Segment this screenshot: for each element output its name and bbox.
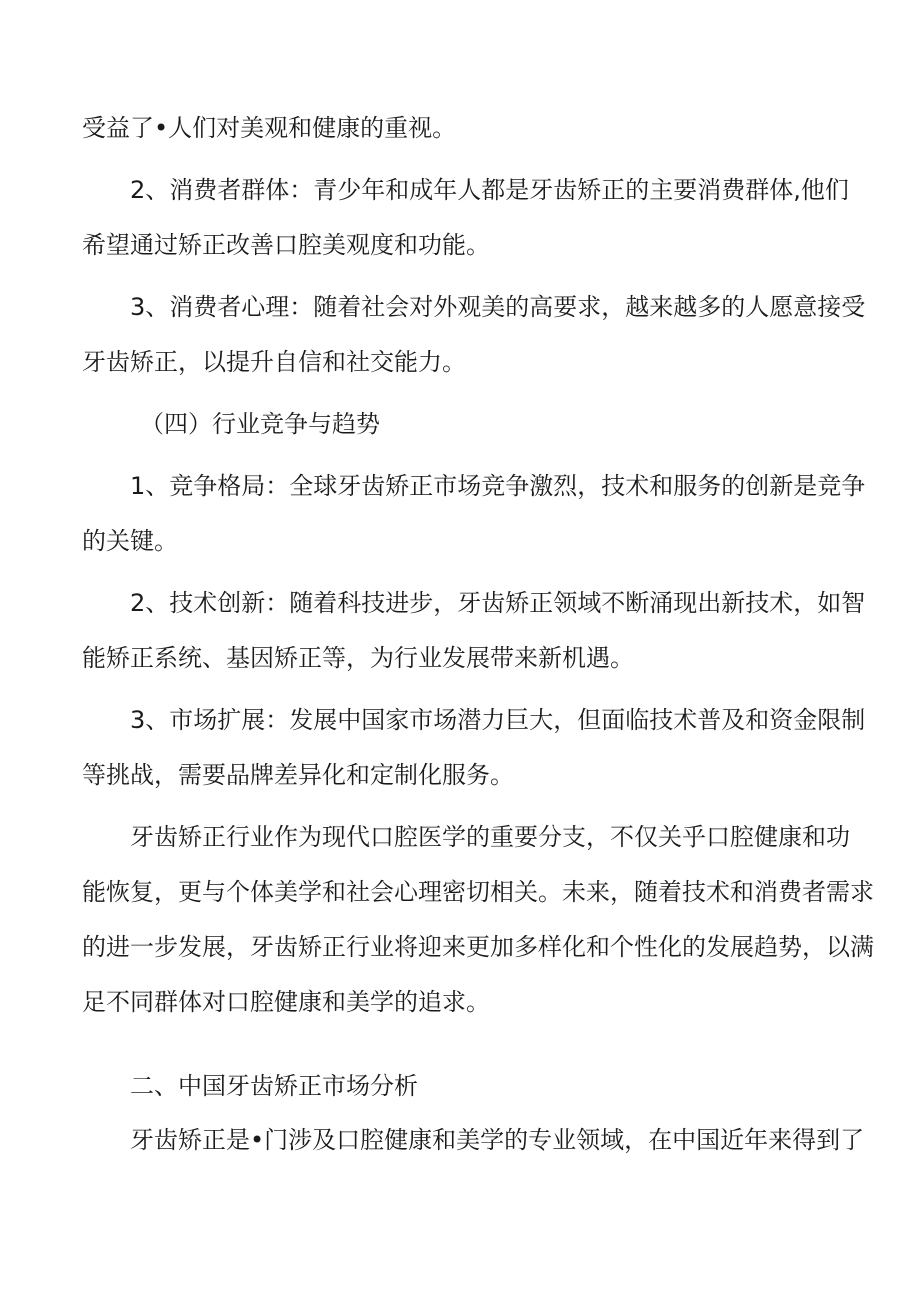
list-item-consumer-psychology: 3、消费者心理：随着社会对外观美的高要求，越来越多的人愿意接受 bbox=[130, 293, 866, 321]
paragraph-line: 牙齿矫正，以提升自信和社交能力。 bbox=[82, 348, 466, 376]
paragraph-line: 能恢复，更与个体美学和社会心理密切相关。未来，随着技术和消费者需求 bbox=[82, 878, 874, 906]
list-item-tech-innovation: 2、技术创新：随着科技进步，牙齿矫正领域不断涌现出新技术，如智 bbox=[130, 589, 866, 617]
paragraph-line: 足不同群体对口腔健康和美学的追求。 bbox=[82, 988, 490, 1016]
list-item-market-expansion: 3、市场扩展：发展中国家市场潜力巨大，但面临技术普及和资金限制 bbox=[130, 706, 866, 734]
summary-paragraph-line: 牙齿矫正行业作为现代口腔医学的重要分支，不仅关乎口腔健康和功 bbox=[130, 823, 850, 851]
paragraph-line: 的关键。 bbox=[82, 527, 178, 555]
paragraph-line: 等挑战，需要品牌差异化和定制化服务。 bbox=[82, 761, 514, 789]
paragraph-line: 能矫正系统、基因矫正等，为行业发展带来新机遇。 bbox=[82, 644, 634, 672]
section-heading-competition: （四）行业竞争与趋势 bbox=[140, 410, 380, 438]
list-item-competition-pattern: 1、竞争格局：全球牙齿矫正市场竞争激烈，技术和服务的创新是竞争 bbox=[130, 472, 866, 500]
paragraph-line: 的进一步发展，牙齿矫正行业将迎来更加多样化和个性化的发展趋势，以满 bbox=[82, 933, 874, 961]
paragraph-line: 希望通过矫正改善口腔美观度和功能。 bbox=[82, 231, 490, 259]
section-heading-china-market: 二、中国牙齿矫正市场分析 bbox=[130, 1072, 418, 1100]
list-item-consumer-group: 2、消费者群体：青少年和成年人都是牙齿矫正的主要消费群体,他们 bbox=[130, 176, 849, 204]
paragraph-line: 受益了•人们对美观和健康的重视。 bbox=[82, 114, 457, 142]
paragraph-line: 牙齿矫正是•门涉及口腔健康和美学的专业领域，在中国近年来得到了 bbox=[130, 1126, 865, 1154]
